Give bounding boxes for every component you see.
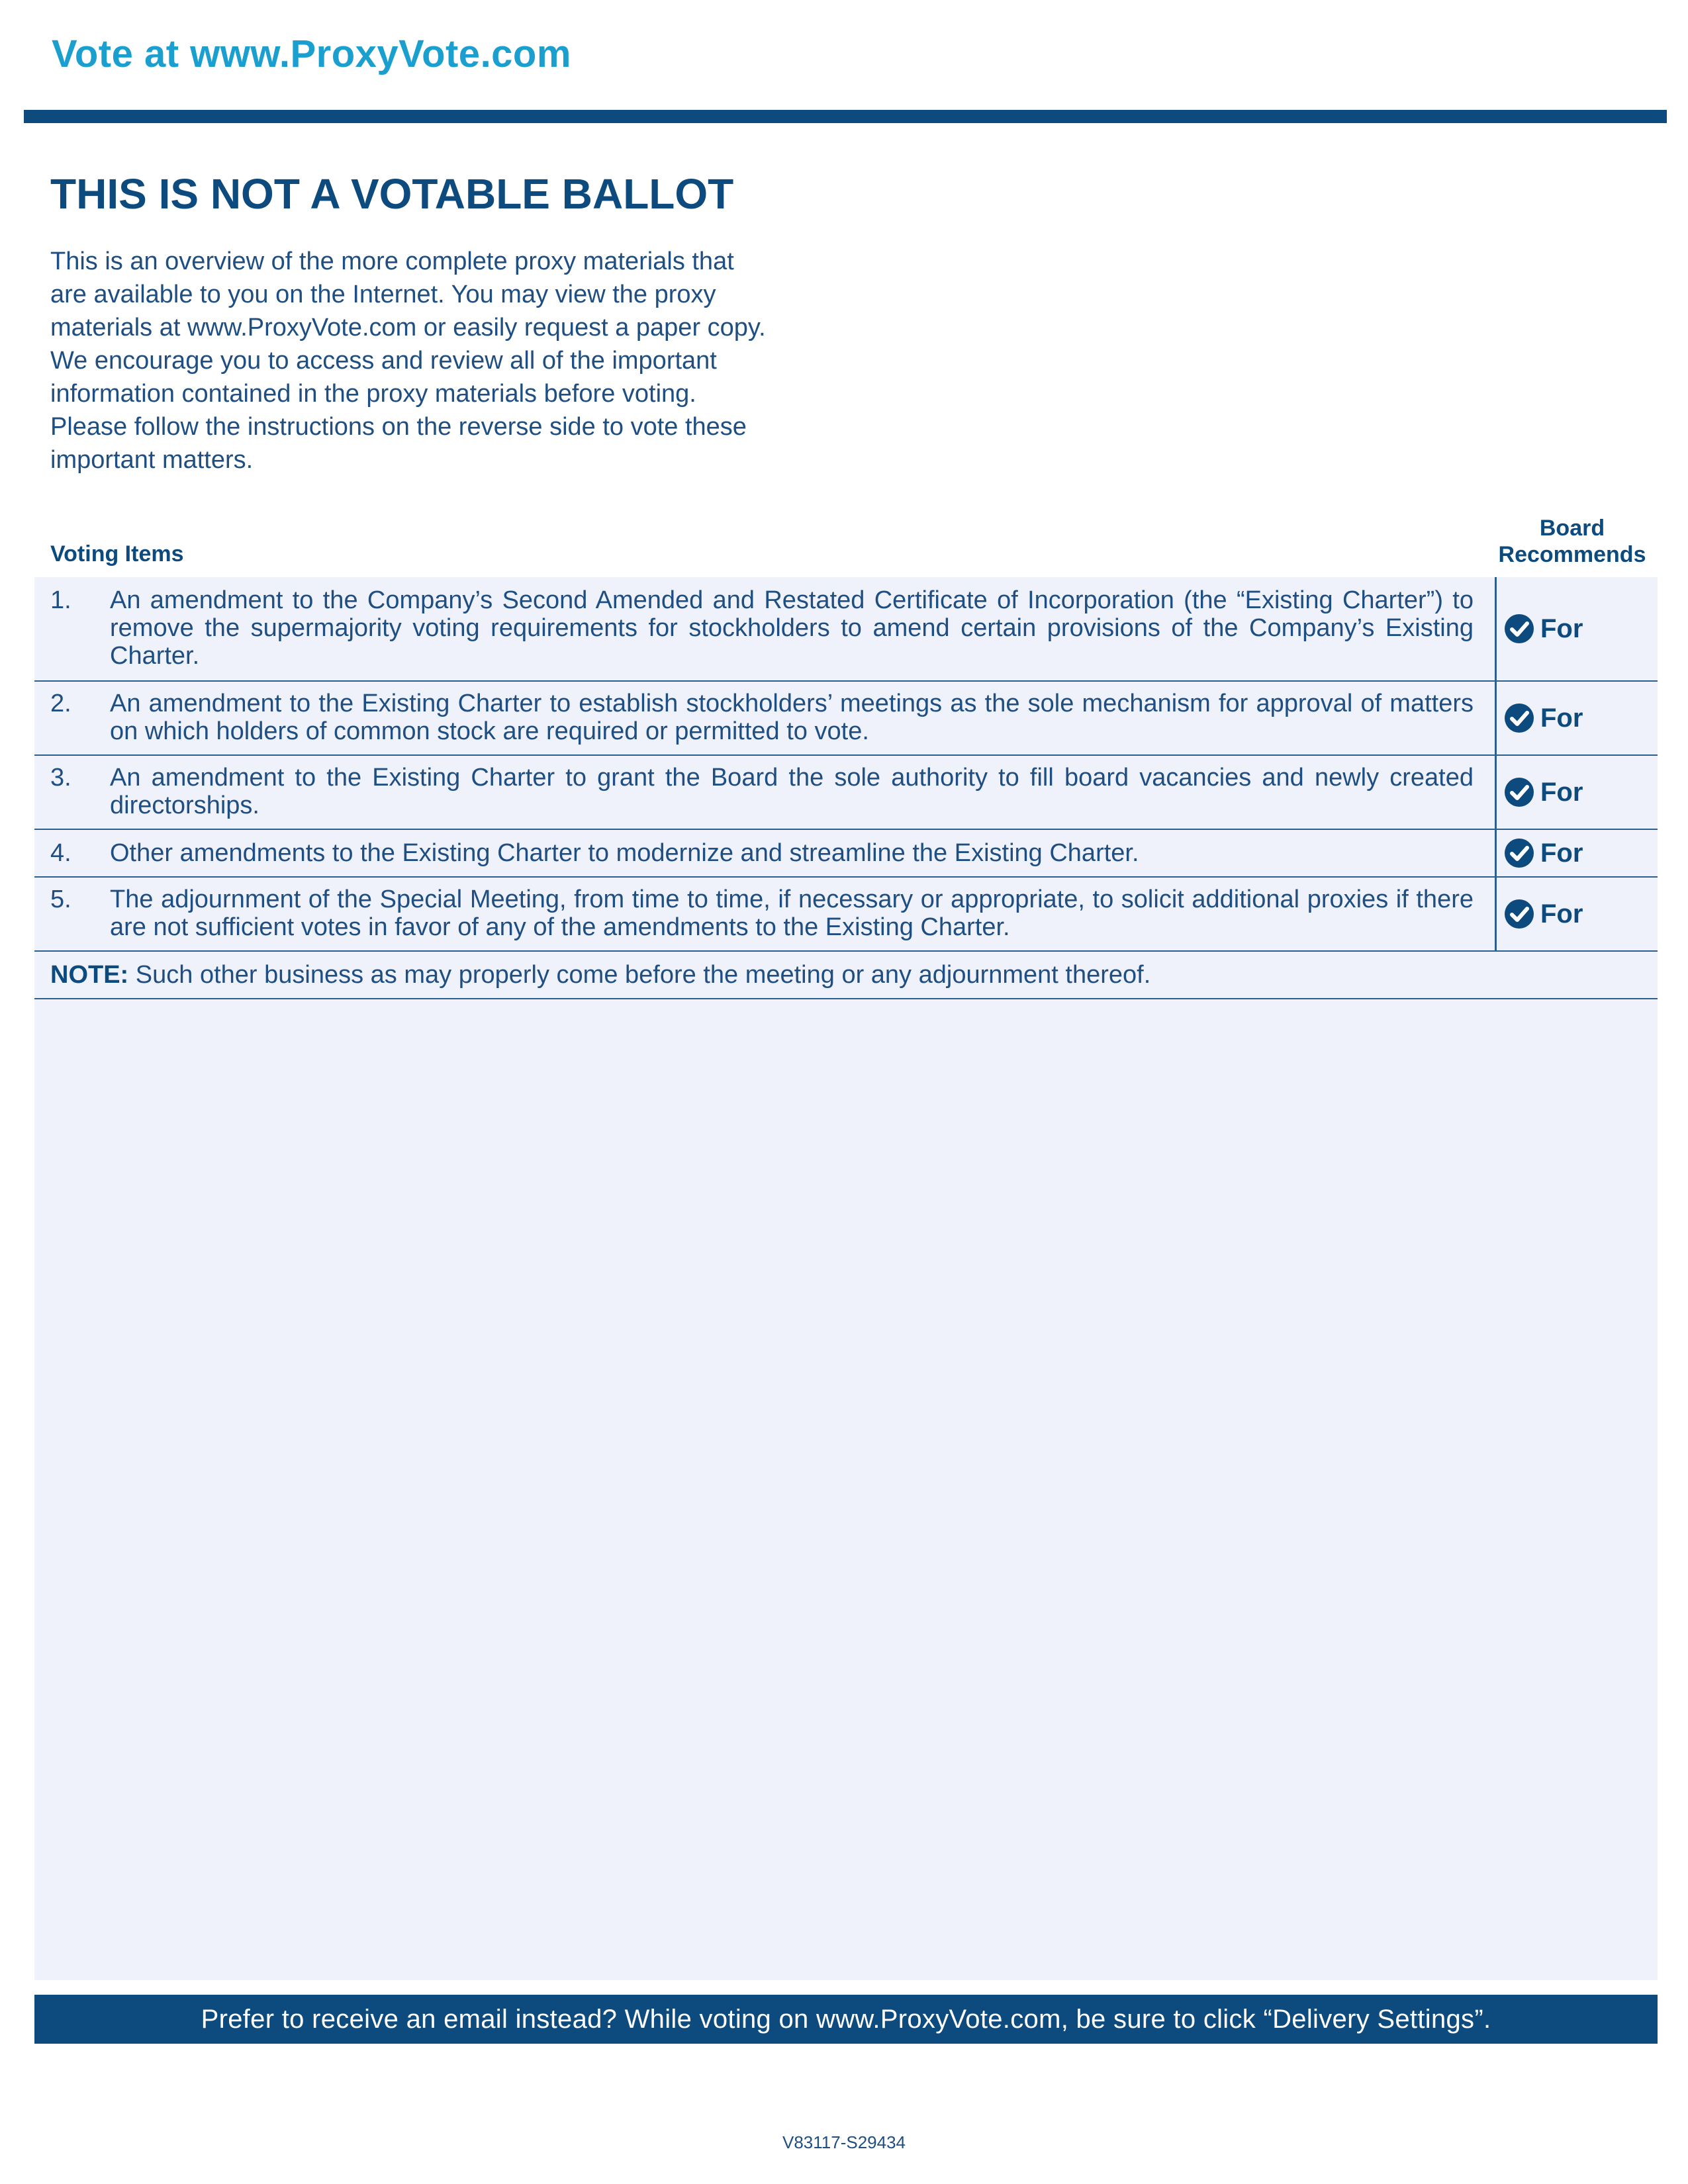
page-title: THIS IS NOT A VOTABLE BALLOT	[50, 170, 734, 218]
voting-items-heading: Voting Items	[50, 541, 184, 567]
item-text: The adjournment of the Special Meeting, from time to time, if necessary or appropriate, to solicit additional proxies if there are not sufficient votes in favor of any of the amendments to the Existing Charter.	[110, 886, 1474, 941]
item-number: 3.	[50, 764, 71, 792]
recommendation-label: For	[1540, 614, 1583, 643]
item-number: 1.	[50, 586, 71, 614]
item-number: 2.	[50, 690, 71, 717]
note-label: NOTE:	[50, 961, 129, 989]
item-text: An amendment to the Existing Charter to grant the Board the sole authority to fill board vacancies and newly created directorships.	[110, 764, 1474, 819]
recommendation-label: For	[1540, 777, 1583, 807]
intro-line: materials at www.ProxyVote.com or easily request a paper copy.	[50, 314, 766, 341]
intro-line: information contained in the proxy materials before voting.	[50, 380, 696, 408]
intro-line: are available to you on the Internet. You may view the proxy	[50, 281, 716, 308]
check-circle-icon	[1503, 776, 1535, 808]
check-circle-icon	[1503, 702, 1535, 734]
board-recommends-heading	[1483, 515, 1662, 568]
check-circle-icon	[1503, 613, 1535, 645]
item-number: 4.	[50, 839, 71, 867]
intro-line: This is an overview of the more complete proxy materials that	[50, 248, 734, 275]
recommendation-label: For	[1540, 838, 1583, 868]
board-heading-line: Board	[1539, 516, 1605, 541]
document-code: V83117-S29434	[782, 2132, 906, 2152]
note-text	[50, 961, 1150, 989]
delivery-settings-banner: Prefer to receive an email instead? While voting on www.ProxyVote.com, be sure to click “Delivery Settings”.	[34, 1995, 1658, 2044]
board-heading-line: Recommends	[1498, 542, 1646, 567]
intro-paragraph	[50, 245, 831, 477]
intro-line: important matters.	[50, 446, 254, 474]
board-recommendation	[1495, 682, 1658, 754]
board-recommendation	[1495, 830, 1658, 876]
board-recommendation	[1495, 577, 1658, 680]
header-divider	[24, 110, 1667, 123]
voting-item-row	[34, 756, 1658, 830]
check-circle-icon	[1503, 898, 1535, 930]
voting-item-row	[34, 830, 1658, 878]
site-link-header[interactable]: Vote at www.ProxyVote.com	[52, 32, 571, 75]
intro-line: We encourage you to access and review all of the important	[50, 347, 717, 375]
intro-line: Please follow the instructions on the reverse side to vote these	[50, 413, 747, 441]
item-number: 5.	[50, 886, 71, 913]
item-text: Other amendments to the Existing Charter to modernize and streamline the Existing Charter.	[110, 839, 1139, 867]
voting-item-row	[34, 577, 1658, 682]
note-row	[34, 952, 1658, 999]
item-text: An amendment to the Existing Charter to establish stockholders’ meetings as the sole mechanism for approval of matters on which holders of common stock are required or permitted to vote.	[110, 690, 1474, 745]
recommendation-label: For	[1540, 703, 1583, 733]
board-recommendation	[1495, 756, 1658, 829]
note-body: Such other business as may properly come before the meeting or any adjournment thereof.	[128, 961, 1151, 989]
board-recommendation	[1495, 878, 1658, 950]
check-circle-icon	[1503, 837, 1535, 869]
voting-item-row	[34, 878, 1658, 952]
recommendation-label: For	[1540, 899, 1583, 929]
item-text: An amendment to the Company’s Second Amended and Restated Certificate of Incorporation (the “Existing Charter”) to remove the supermajority voting requirements for stockholders to amend certain provisions of the Company’s Existing Charter.	[110, 586, 1474, 670]
voting-item-row	[34, 682, 1658, 756]
